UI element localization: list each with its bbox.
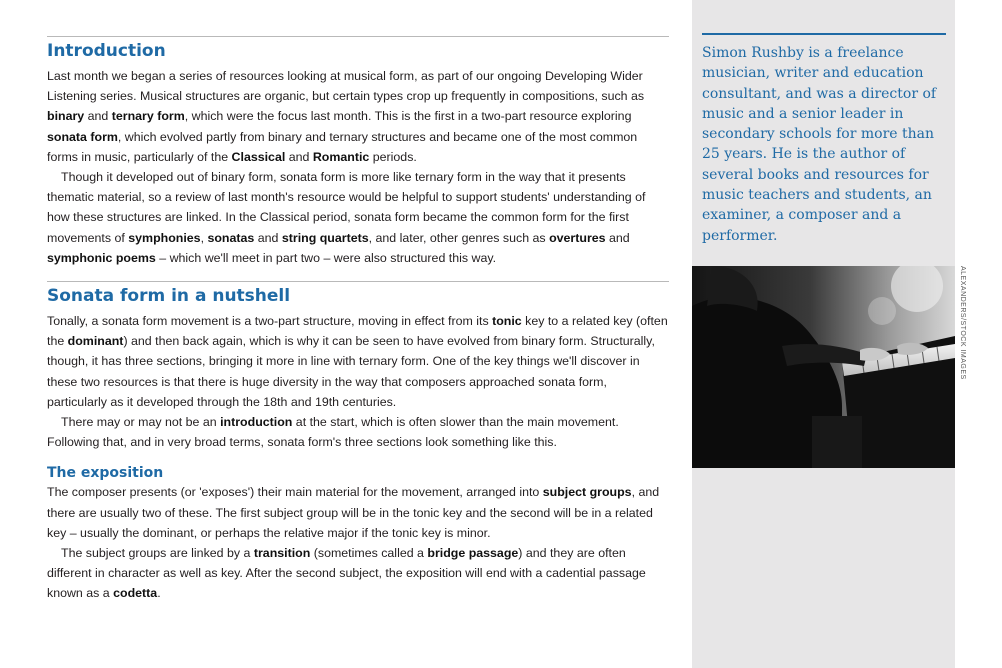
heading-introduction: Introduction bbox=[47, 41, 166, 61]
text-run: , and there are usually two of these. The first subject group will be in the tonic key and the second will be in a related key – usually the dominant, or perhaps the relative major if the tonic key is minor. bbox=[47, 485, 660, 540]
bold-term: bridge passage bbox=[427, 546, 519, 561]
paragraph-exposition-1 bbox=[47, 482, 669, 543]
paragraph-nutshell-1 bbox=[47, 311, 669, 412]
section-divider bbox=[47, 36, 669, 37]
article-body bbox=[47, 36, 669, 604]
paragraph-exposition-2 bbox=[47, 543, 669, 604]
pianist-illustration bbox=[692, 266, 955, 468]
text-run: at the start, which is often slower than the main movement. Following that, and in very broad terms, sonata form's three sections look something like this. bbox=[47, 415, 619, 450]
bold-term: subject groups bbox=[542, 485, 632, 500]
text-run: and bbox=[605, 230, 630, 245]
bold-term: binary bbox=[47, 109, 85, 124]
text-run: ) and then back again, which is why it can be seen to have evolved from binary form. Structurally, though, it has three sections, bringing it more in line with ternary form. One of the key things we'll discover in these two resources is that there is huge diversity in the way that composers approached sonata form, particularly as it developed through the 18th and 19th centuries. bbox=[47, 334, 655, 409]
text-run: ) and they are often different in character as well as key. After the second subject, the exposition will end with a cadential passage known as a bbox=[47, 546, 646, 601]
text-run: Last month we began a series of resources looking at musical form, as part of our ongoing Developing Wider Listening series. Musical structures are organic, but certain types crop up frequently in compositions, such as bbox=[47, 69, 645, 104]
text-run: and bbox=[254, 230, 282, 245]
author-sidebar bbox=[692, 0, 955, 668]
sidebar-divider bbox=[702, 33, 946, 35]
text-run: periods. bbox=[369, 149, 417, 164]
text-run: Though it developed out of binary form, sonata form is more like ternary form in the way that it presents thematic material, so a review of last month's resource would be helpful to support students' understanding of how these structures are linked. In the Classical period, sonata form became the common form for the first movements of bbox=[47, 170, 646, 245]
text-run: – which we'll meet in part two – were also structured this way. bbox=[155, 250, 497, 265]
text-run: , which evolved partly from binary and ternary structures and became one of the most common forms in music, particularly of the bbox=[47, 129, 638, 164]
text-run: and bbox=[285, 149, 313, 164]
bold-term: tonic bbox=[492, 314, 522, 329]
text-run: Tonally, a sonata form movement is a two-part structure, moving in effect from its bbox=[47, 314, 493, 329]
pianist-photo bbox=[692, 266, 955, 468]
bold-term: Classical bbox=[231, 149, 286, 164]
photo-credit bbox=[955, 266, 969, 466]
text-run: . bbox=[157, 586, 161, 601]
text-run: , which were the focus last month. This is the first in a two-part resource exploring bbox=[184, 109, 632, 124]
bold-term: symphonic poems bbox=[47, 250, 156, 265]
bold-term: transition bbox=[253, 546, 311, 561]
bold-term: symphonies bbox=[128, 230, 201, 245]
bold-term: introduction bbox=[220, 415, 293, 430]
bold-term: sonata form bbox=[47, 129, 118, 144]
bold-term: ternary form bbox=[111, 109, 185, 124]
bold-term: codetta bbox=[113, 586, 158, 601]
bold-term: string quartets bbox=[281, 230, 369, 245]
paragraph-intro-1 bbox=[47, 66, 669, 167]
bold-term: dominant bbox=[67, 334, 124, 349]
author-bio: Simon Rushby is a freelance musician, writer and education consultant, and was a director of music and a senior leader in secondary schools for more than 25 years. He is the author of several books and resources for music teachers and students, an examiner, a composer and a performer. bbox=[702, 45, 937, 244]
paragraph-intro-2 bbox=[47, 167, 669, 268]
heading-sonata-nutshell: Sonata form in a nutshell bbox=[47, 286, 291, 307]
text-run: The composer presents (or 'exposes') their main material for the movement, arranged into bbox=[47, 485, 543, 500]
text-run: There may or may not be an bbox=[61, 415, 221, 430]
heading-exposition: The exposition bbox=[47, 465, 164, 482]
photo-credit-text: ALEXANDERS/STOCK IMAGES bbox=[959, 266, 966, 380]
text-run: , and later, other genres such as bbox=[368, 230, 550, 245]
text-run: The subject groups are linked by a bbox=[61, 546, 254, 561]
text-run: , bbox=[200, 230, 208, 245]
text-run: (sometimes called a bbox=[310, 546, 428, 561]
paragraph-nutshell-2 bbox=[47, 412, 669, 452]
bold-term: overtures bbox=[549, 230, 606, 245]
text-run: key to a related key (often the bbox=[47, 314, 668, 349]
bold-term: sonatas bbox=[207, 230, 255, 245]
text-run: and bbox=[84, 109, 112, 124]
section-divider bbox=[47, 281, 669, 282]
bold-term: Romantic bbox=[312, 149, 370, 164]
